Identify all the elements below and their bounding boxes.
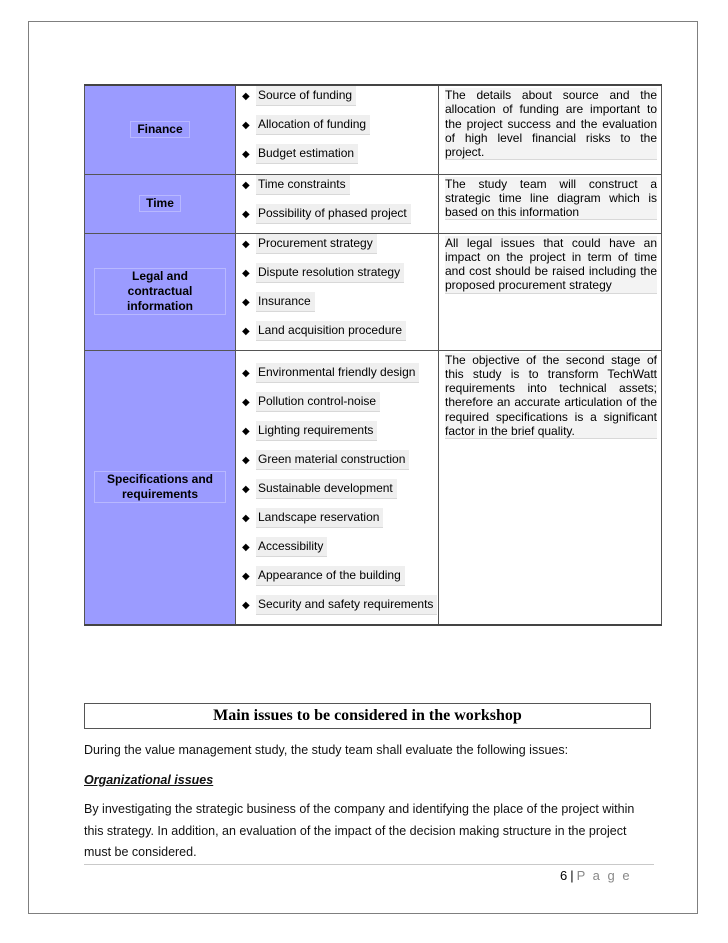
diamond-bullet-icon: ◆	[242, 396, 250, 408]
page-number-separator: |	[570, 868, 574, 883]
list-item: ◆ Pollution control-noise	[236, 392, 438, 421]
diamond-bullet-icon: ◆	[242, 91, 250, 102]
list-item: ◆ Insurance	[236, 292, 438, 321]
intro-paragraph: During the value management study, the study team shall evaluate the following issues:	[84, 743, 569, 757]
section-heading: Main issues to be considered in the workshop	[84, 703, 651, 729]
diamond-bullet-icon: ◆	[242, 296, 250, 308]
category-label: Legal and contractual information	[94, 268, 226, 315]
table-row	[85, 233, 662, 350]
diamond-bullet-icon: ◆	[242, 425, 250, 437]
list-item: ◆ Landscape reservation	[236, 508, 438, 537]
list-item: ◆ Source of funding	[236, 86, 438, 115]
description-text: The objective of the second stage of this study is to transform TechWatt requirements into technical assets; therefore an accurate articulation of the required specifications is a significant factor in the brief quality.	[445, 352, 657, 438]
category-label: Time	[139, 195, 181, 212]
list-item: ◆ Dispute resolution strategy	[236, 263, 438, 292]
diamond-bullet-icon: ◆	[242, 367, 250, 379]
description-cell	[439, 233, 662, 350]
table-row	[85, 174, 662, 233]
list-item: ◆ Green material construction	[236, 450, 438, 479]
page-word: P a g e	[576, 868, 632, 883]
diamond-bullet-icon: ◆	[242, 483, 250, 495]
table-row	[85, 85, 662, 174]
category-cell	[85, 233, 236, 350]
diamond-bullet-icon: ◆	[242, 512, 250, 524]
list-item: ◆ Sustainable development	[236, 479, 438, 508]
description-text: All legal issues that could have an impact on the project in term of time and cost should be raised including the proposed procurement strategy	[445, 235, 657, 293]
diamond-bullet-icon: ◆	[242, 599, 250, 611]
category-cell	[85, 174, 236, 233]
list-item: ◆ Possibility of phased project	[236, 204, 438, 233]
list-item: ◆ Environmental friendly design	[236, 363, 438, 392]
list-item: ◆ Allocation of funding	[236, 115, 438, 144]
page-number-value: 6	[560, 868, 568, 883]
category-label: Specifications and requirements	[94, 471, 226, 503]
list-item: ◆ Budget estimation	[236, 144, 438, 173]
page-number	[560, 868, 640, 883]
footer-divider	[84, 864, 654, 865]
diamond-bullet-icon: ◆	[242, 454, 250, 466]
description-text: The study team will construct a strategic time line diagram which is based on this information	[445, 176, 657, 220]
diamond-bullet-icon: ◆	[242, 267, 250, 279]
items-cell	[236, 85, 439, 174]
diamond-bullet-icon: ◆	[242, 208, 250, 220]
description-cell	[439, 85, 662, 174]
diamond-bullet-icon: ◆	[242, 541, 250, 553]
table-row	[85, 350, 662, 625]
category-cell	[85, 85, 236, 174]
requirements-table	[84, 84, 662, 626]
list-item: ◆ Procurement strategy	[236, 234, 438, 263]
list-item: ◆ Accessibility	[236, 537, 438, 566]
list-item: ◆ Time constraints	[236, 175, 438, 204]
items-cell	[236, 174, 439, 233]
category-label: Finance	[130, 121, 189, 138]
category-cell	[85, 350, 236, 625]
diamond-bullet-icon: ◆	[242, 120, 250, 131]
diamond-bullet-icon: ◆	[242, 570, 250, 582]
list-item: ◆ Appearance of the building	[236, 566, 438, 595]
description-cell	[439, 174, 662, 233]
description-text: The details about source and the allocation of funding are important to the project success and the evaluation of high level financial risks to the project.	[445, 88, 657, 160]
diamond-bullet-icon: ◆	[242, 149, 250, 160]
description-cell	[439, 350, 662, 625]
items-cell	[236, 350, 439, 625]
diamond-bullet-icon: ◆	[242, 325, 250, 337]
diamond-bullet-icon: ◆	[242, 238, 250, 250]
subheading-organizational-issues: Organizational issues	[84, 773, 214, 787]
items-cell	[236, 233, 439, 350]
body-paragraph: By investigating the strategic business of the company and identifying the place of the project within this strategy. In addition, an evaluation of the impact of the decision making structure in the project must be considered.	[84, 802, 635, 859]
list-item: ◆ Security and safety requirements	[236, 595, 438, 624]
list-item: ◆ Lighting requirements	[236, 421, 438, 450]
list-item: ◆ Land acquisition procedure	[236, 321, 438, 350]
diamond-bullet-icon: ◆	[242, 179, 250, 191]
